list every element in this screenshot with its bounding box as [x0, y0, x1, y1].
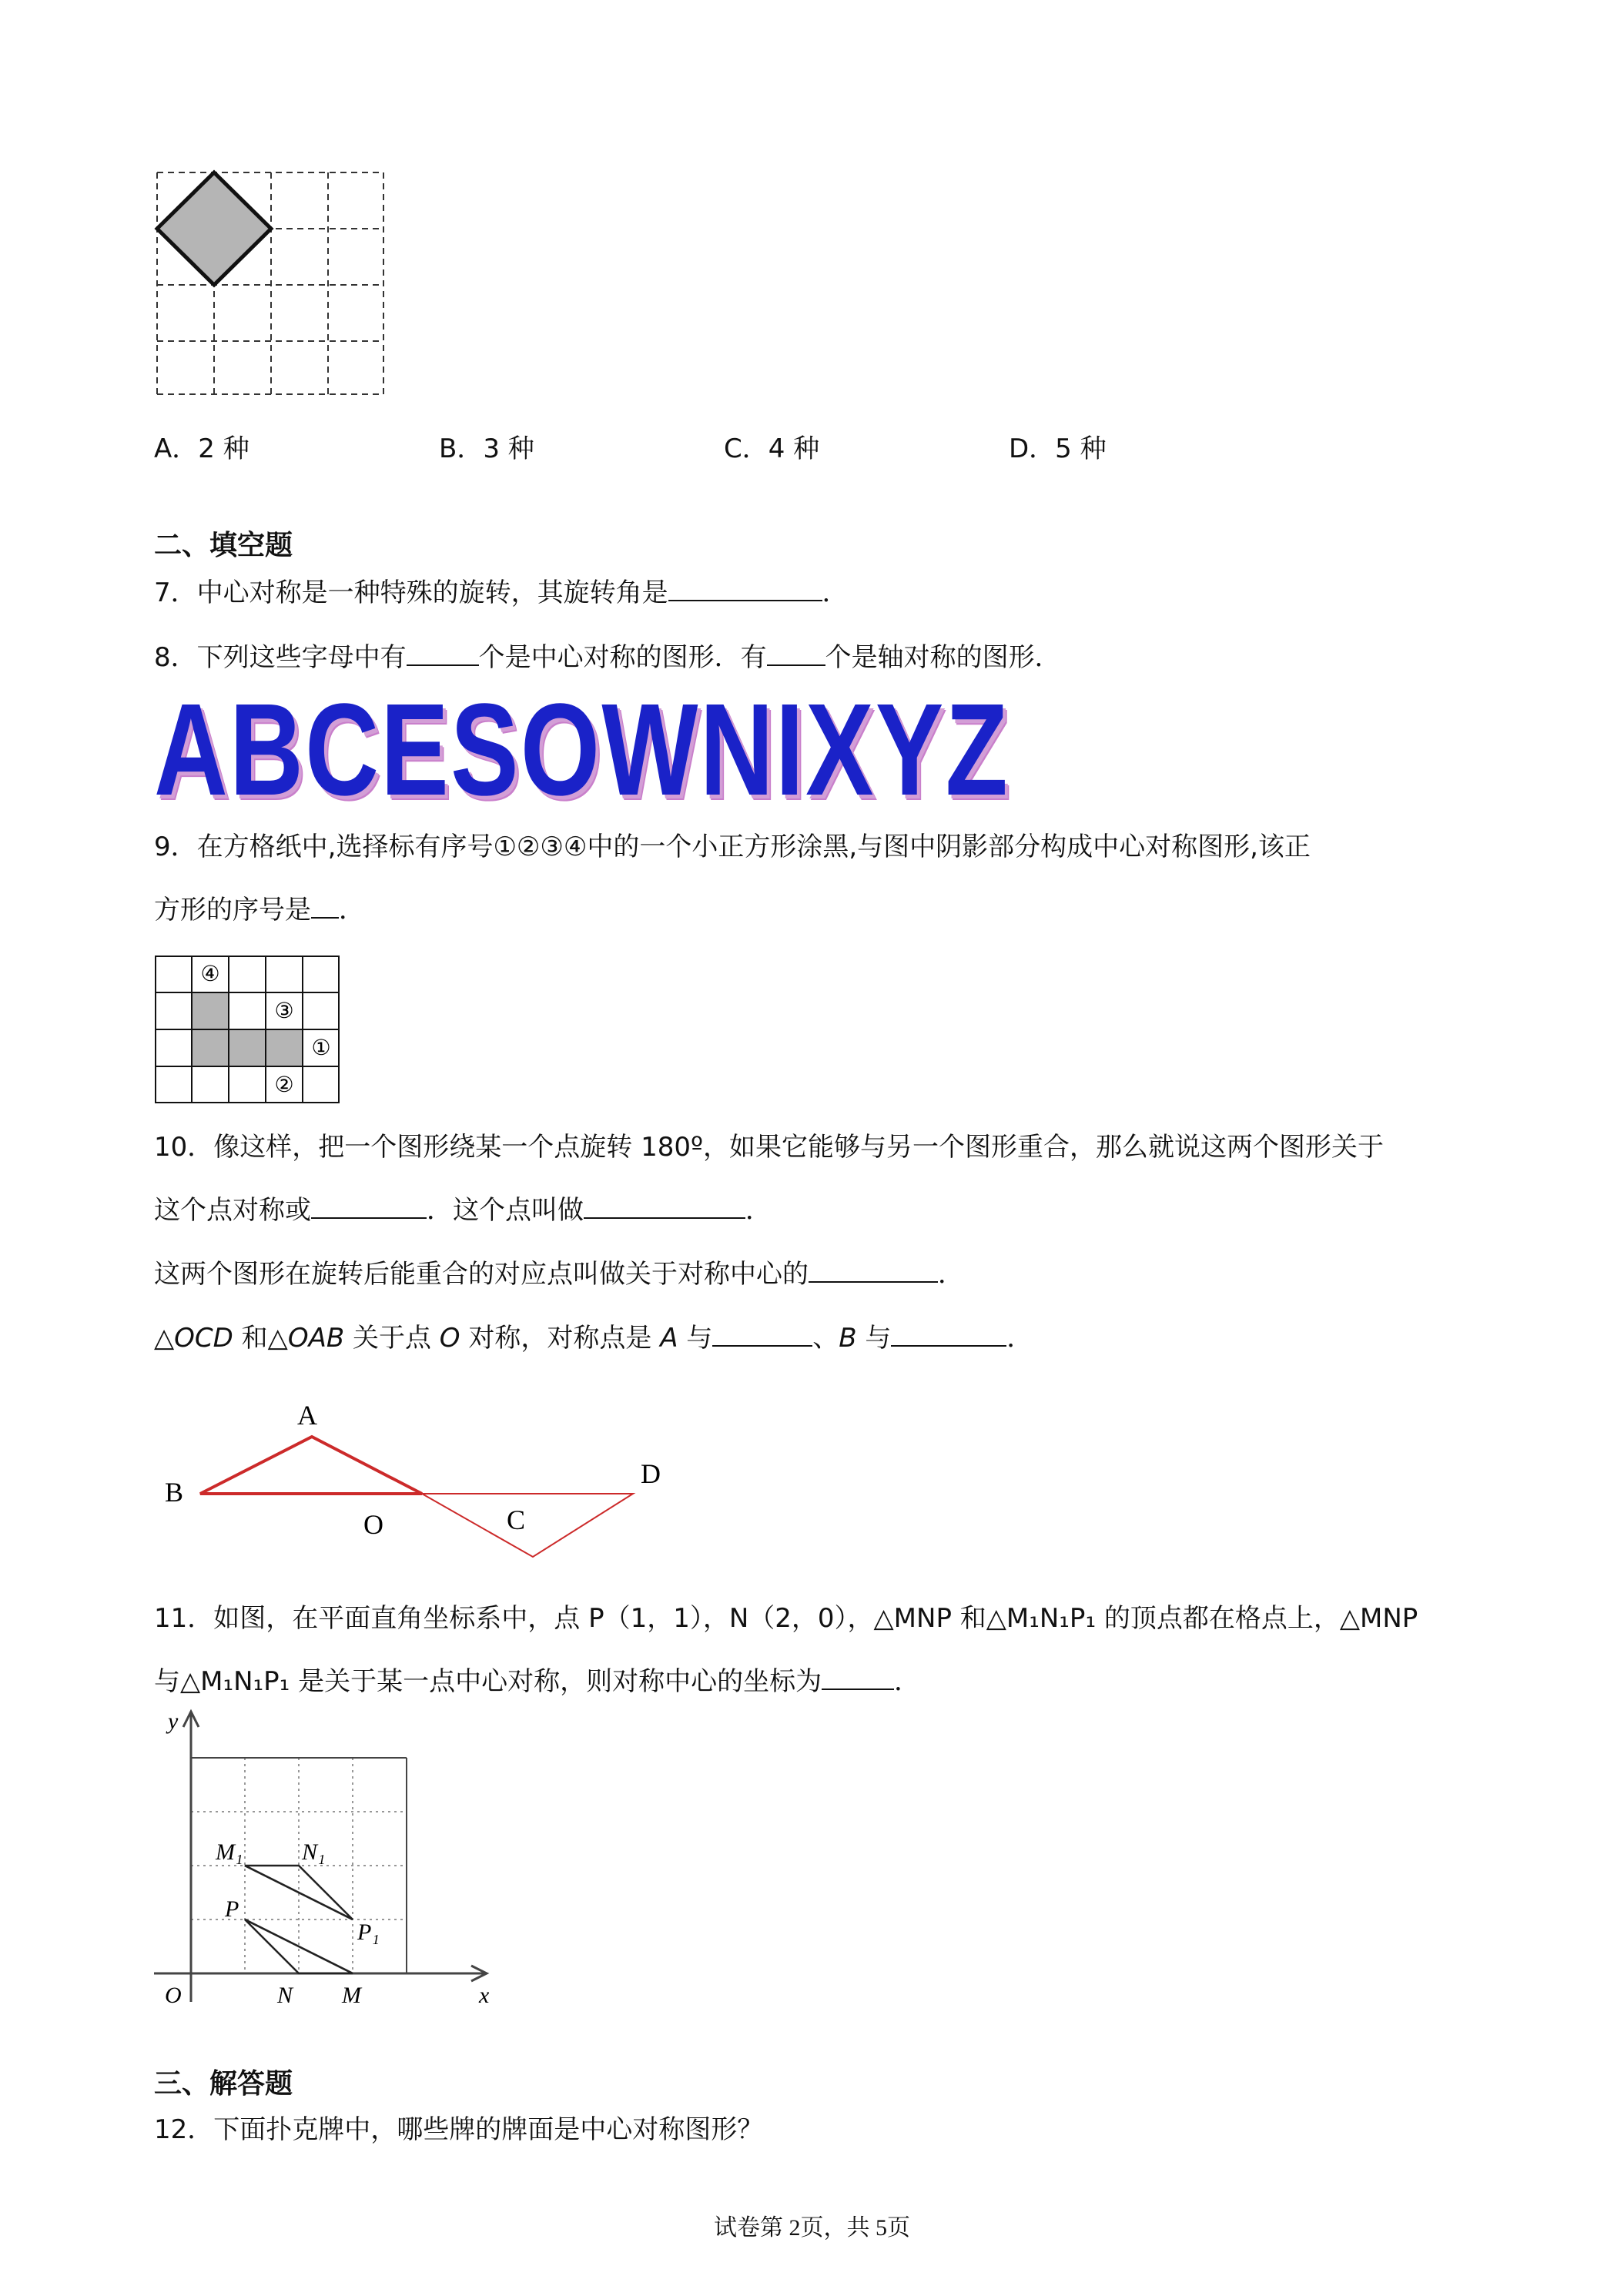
q10-line-1: 10．像这样，把一个图形绕某一个点旋转 180º，如果它能够与另一个图形重合，那么就说这两个图形关于	[154, 1132, 1384, 1163]
q8-blank-1[interactable]	[407, 641, 479, 666]
q9-grid-figure	[154, 955, 347, 1109]
page-footer: 试卷第 2页，共 5页	[714, 2215, 910, 2241]
label-m: M	[342, 1983, 361, 2006]
q10-line-4	[154, 1321, 1033, 1355]
q6-grid-figure	[154, 169, 393, 400]
q9-line-2	[154, 893, 365, 927]
q10-l4-e: 与	[678, 1323, 713, 1354]
q11-line-1: 11．如图，在平面直角坐标系中，点 P（1，1），N（2，0），△MNP 和△M₁N₁P₁ 的顶点都在格点上，△MNP	[154, 1603, 1418, 1634]
label-m1: M₁	[216, 1839, 243, 1865]
q8-letters-image: ABCESOWNIXYZ	[154, 677, 1010, 823]
label-o: O	[363, 1509, 383, 1540]
q10-l4-o: O	[439, 1323, 460, 1354]
q10-l4-c: 关于点	[344, 1323, 440, 1354]
label-a: A	[297, 1400, 317, 1431]
q10-blank-4[interactable]	[712, 1322, 812, 1347]
q8-text-1: 8．下列这些字母中有	[154, 642, 407, 673]
triangle-ocd	[422, 1494, 633, 1557]
q10-text-3: ．	[745, 1195, 772, 1226]
section-title-answer: 三、解答题	[154, 2068, 293, 2100]
triangle-oab	[200, 1437, 422, 1494]
q11-line-2	[154, 1665, 920, 1699]
q10-blank-2[interactable]	[584, 1194, 745, 1219]
label-n: N	[277, 1983, 293, 2006]
label-d: D	[641, 1458, 661, 1489]
label-x: x	[479, 1983, 490, 2006]
q10-l4-apt: A	[660, 1323, 678, 1354]
q8-text-2: 个是中心对称的图形．有	[478, 642, 767, 673]
q10-l4-ocd: OCD	[174, 1323, 233, 1354]
q10-l4-a: △	[154, 1323, 175, 1354]
q7-text: 7．中心对称是一种特殊的旋转，其旋转角是	[154, 577, 668, 608]
grid-label-1: ①	[311, 1036, 331, 1060]
shaded-square	[157, 172, 271, 285]
label-origin: O	[165, 1983, 182, 2006]
q10-text-2: ．这个点叫做	[427, 1195, 584, 1226]
q10-text-5: ．	[938, 1259, 964, 1290]
q8-text-3: 个是轴对称的图形．	[825, 642, 1061, 673]
grid-label-2: ②	[274, 1073, 294, 1097]
q11-blank[interactable]	[822, 1665, 894, 1690]
q11-coordinate-figure	[154, 1705, 508, 2006]
q9-blank[interactable]	[311, 894, 339, 919]
q11-text: 与△M₁N₁P₁ 是关于某一点中心对称，则对称中心的坐标为	[154, 1666, 822, 1697]
q11-end: ．	[894, 1666, 921, 1697]
q10-l4-d: 对称，对称点是	[460, 1323, 661, 1354]
label-c: C	[507, 1504, 526, 1535]
label-y: y	[168, 1709, 179, 1734]
option-d: D．5 种	[1009, 433, 1107, 464]
label-p1: P₁	[357, 1919, 380, 1945]
label-b: B	[165, 1477, 184, 1508]
grid-label-3: ③	[274, 999, 294, 1023]
q10-blank-1[interactable]	[311, 1194, 427, 1219]
question-8	[154, 641, 1061, 674]
grid-label-4: ④	[200, 962, 220, 986]
option-c: C．4 种	[724, 433, 820, 464]
q10-l4-oab: OAB	[287, 1323, 345, 1354]
question-12: 12．下面扑克牌中，哪些牌的牌面是中心对称图形？	[154, 2114, 764, 2145]
q10-blank-3[interactable]	[809, 1258, 938, 1283]
q10-text-4: 这两个图形在旋转后能重合的对应点叫做关于对称中心的	[154, 1259, 809, 1290]
q10-blank-5[interactable]	[891, 1322, 1006, 1347]
option-b: B．3 种	[439, 433, 534, 464]
q9-line-1: 9．在方格纸中,选择标有序号①②③④中的一个小正方形涂黑,与图中阴影部分构成中心对称图形,该正	[154, 832, 1311, 862]
q10-l4-f: 、	[812, 1323, 839, 1354]
q10-l4-b: 和△	[233, 1323, 288, 1354]
section-title-fill-in: 二、填空题	[154, 530, 293, 561]
q9-end: ．	[339, 895, 365, 925]
q10-l4-g: 与	[856, 1323, 892, 1354]
q10-line-3	[154, 1257, 964, 1291]
question-7	[154, 576, 849, 610]
q10-l4-h: ．	[1006, 1323, 1033, 1354]
q9-text: 方形的序号是	[154, 895, 311, 925]
q7-end: ．	[822, 577, 849, 608]
label-p: P	[225, 1896, 239, 1922]
q8-blank-2[interactable]	[767, 641, 825, 666]
q7-blank[interactable]	[668, 577, 822, 601]
q10-triangles-figure	[154, 1378, 678, 1563]
q10-line-2	[154, 1193, 772, 1227]
option-a: A．2 种	[154, 433, 249, 464]
q10-text-1: 这个点对称或	[154, 1195, 311, 1226]
label-n1: N₁	[302, 1839, 326, 1865]
q10-l4-bpt: B	[839, 1323, 857, 1354]
